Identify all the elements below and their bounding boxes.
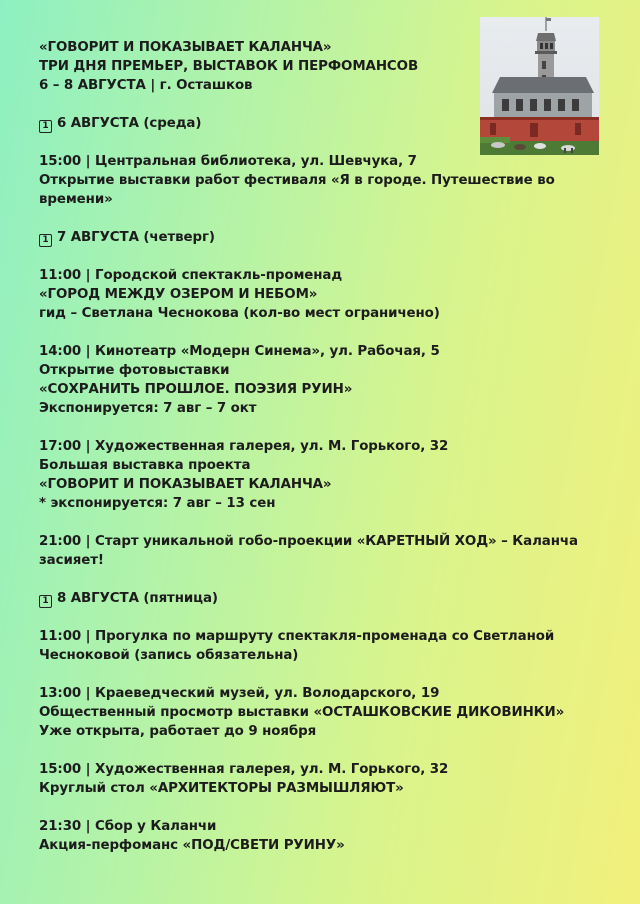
- calendar-icon: 1: [39, 595, 52, 608]
- event-line: 14:00 | Кинотеатр «Модерн Синема», ул. Рабочая, 5: [39, 344, 440, 359]
- event-line: Акция-перфоманс «ПОД/СВЕТИ РУИНУ»: [39, 838, 345, 853]
- event-line: засияет!: [39, 553, 104, 568]
- event-line: Открытие выставки работ фестиваля «Я в городе. Путешествие во: [39, 173, 555, 188]
- event-line: Круглый стол «АРХИТЕКТОРЫ РАЗМЫШЛЯЮТ»: [39, 781, 404, 796]
- event-line: «ГОВОРИТ И ПОКАЗЫВАЕТ КАЛАНЧА»: [39, 477, 332, 492]
- event-line: 21:00 | Старт уникальной гобо-проекции «КАРЕТНЫЙ ХОД» – Каланча: [39, 534, 578, 549]
- event-line: 13:00 | Краеведческий музей, ул. Володарского, 19: [39, 686, 440, 701]
- day-heading-1: 1 6 АВГУСТА (среда): [39, 114, 599, 133]
- event-line: времени»: [39, 192, 113, 207]
- event-line: Чесноковой (запись обязательна): [39, 648, 299, 663]
- event-line: 21:30 | Сбор у Каланчи: [39, 819, 217, 834]
- calendar-icon: 1: [39, 234, 52, 247]
- calendar-icon: 1: [39, 120, 52, 133]
- event-line: 17:00 | Художественная галерея, ул. М. Горького, 32: [39, 439, 449, 454]
- event-line: Уже открыта, работает до 9 ноября: [39, 724, 317, 739]
- event-line: «СОХРАНИТЬ ПРОШЛОЕ. ПОЭЗИЯ РУИН»: [39, 382, 353, 397]
- event-line: Открытие фотовыставки: [39, 363, 230, 378]
- event-program: [39, 38, 599, 855]
- program-subtitle: ТРИ ДНЯ ПРЕМЬЕР, ВЫСТАВОК И ПЕРФОМАНСОВ: [39, 59, 419, 74]
- event-line: Экспонируется: 7 авг – 7 окт: [39, 401, 257, 416]
- event-line: 15:00 | Художественная галерея, ул. М. Горького, 32: [39, 762, 449, 777]
- event-line: Большая выставка проекта: [39, 458, 251, 473]
- event-line: гид – Светлана Чеснокова (кол-во мест ограничено): [39, 306, 440, 321]
- program-title: «ГОВОРИТ И ПОКАЗЫВАЕТ КАЛАНЧА»: [39, 40, 332, 55]
- event-line: 15:00 | Центральная библиотека, ул. Шевчука, 7: [39, 154, 417, 169]
- event-line: Общественный просмотр выставки «ОСТАШКОВСКИЕ ДИКОВИНКИ»: [39, 705, 565, 720]
- event-line: 11:00 | Прогулка по маршруту спектакля-променада со Светланой: [39, 629, 555, 644]
- event-line: «ГОРОД МЕЖДУ ОЗЕРОМ И НЕБОМ»: [39, 287, 318, 302]
- program-dates-location: 6 – 8 АВГУСТА | г. Осташков: [39, 78, 253, 93]
- event-line: 11:00 | Городской спектакль-променад: [39, 268, 343, 283]
- day-heading-3: 1 8 АВГУСТА (пятница): [39, 589, 599, 608]
- day-heading-2: 1 7 АВГУСТА (четверг): [39, 228, 599, 247]
- event-line: * экспонируется: 7 авг – 13 сен: [39, 496, 276, 511]
